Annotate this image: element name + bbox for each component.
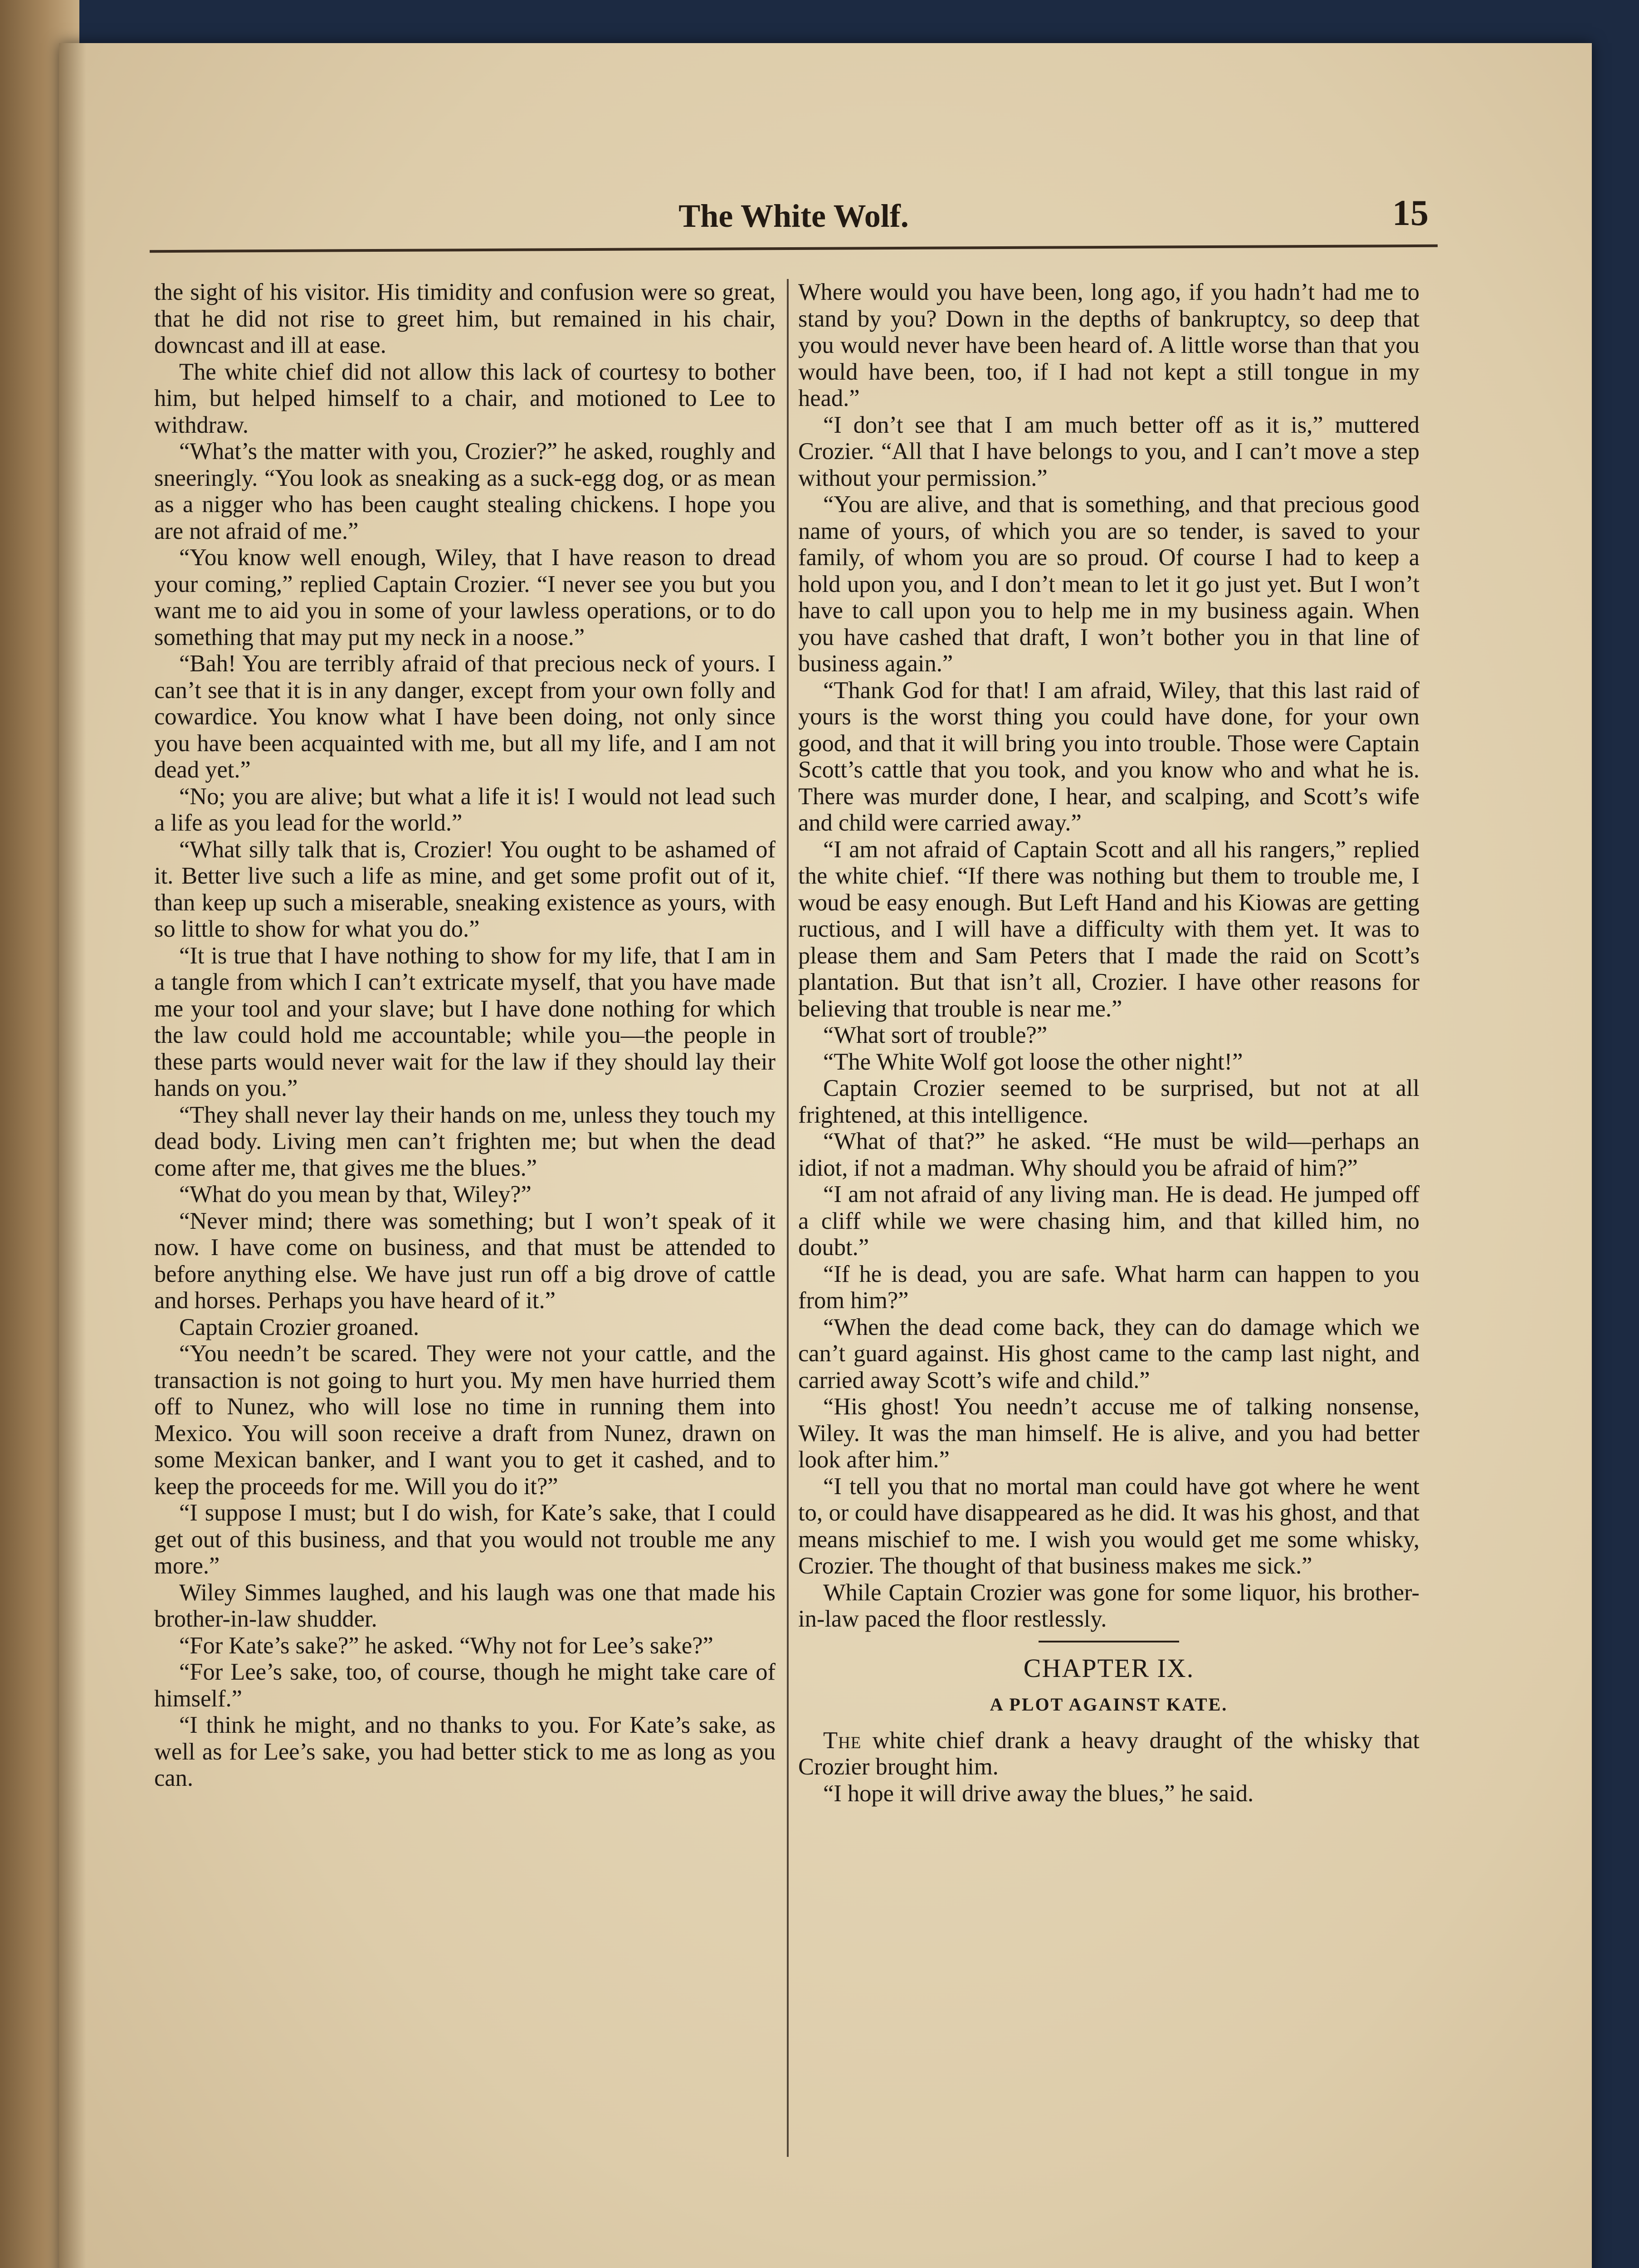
paragraph: While Captain Crozier was gone for some liquor, his brother-in-law paced the floor restlessly.	[798, 1579, 1419, 1632]
page-header	[150, 179, 1438, 256]
chapter-subtitle: A PLOT AGAINST KATE.	[990, 1694, 1228, 1715]
paragraph: “Bah! You are terribly afraid of that precious neck of yours. I can’t see that it is in any danger, except from your own folly and cowardice. You know what I have been doing, not only since you have been acquainted with me, but all my life, and I am not dead yet.”	[154, 650, 776, 783]
page-number: 15	[1392, 193, 1429, 233]
paragraph: “You are alive, and that is something, and that precious good name of yours, of which you are so tender, is saved to your family, of whom you are so proud. Of course I had to keep a hold upon you, and I don’t mean to let it go just yet. But I won’t have to call upon you to help me in my business again. When you have cashed that draft, I won’t bother you in that line of business again.”	[798, 491, 1419, 677]
paragraph: “I am not afraid of Captain Scott and all his rangers,” replied the white chief. “If there was nothing but them to trouble me, I woud be easy enough. But Left Hand and his Kiowas are getting ructious, and I will have a difficulty with them yet. It was to please them and Sam Peters that I made the raid on Scott’s plantation. But that isn’t all, Crozier. I have other reasons for believing that trouble is near me.”	[798, 836, 1419, 1022]
paragraph: “If he is dead, you are safe. What harm can happen to you from him?”	[798, 1261, 1419, 1314]
paragraph: “It is true that I have nothing to show for my life, that I am in a tangle from which I can’t extricate myself, that you have made me your tool and your slave; but I have done nothing for which the law could hold me accountable; while you—the people in these parts would never wait for the law if they should lay their hands on you.”	[154, 942, 776, 1101]
paragraph: “You know well enough, Wiley, that I have reason to dread your coming,” replied Captain Crozier. “I never see you but you want me to aid you in some of your lawless operations, or to do something that may put my neck in a noose.”	[154, 544, 776, 650]
paragraph: “What’s the matter with you, Crozier?” he asked, roughly and sneeringly. “You look as sneaking as a suck-egg dog, or as mean as a nigger who has been caught stealing chickens. I hope you are not afraid of me.”	[154, 438, 776, 544]
chapter-separator	[1039, 1641, 1179, 1642]
paragraph: “I am not afraid of any living man. He is dead. He jumped off a cliff while we were chasing him, and that killed him, no doubt.”	[798, 1181, 1419, 1261]
paragraph: Where would you have been, long ago, if you hadn’t had me to stand by you? Down in the depths of bankruptcy, so deep that you would never have been heard of. A little worse than that you would have been, too, if I had not kept a still tongue in my head.”	[798, 279, 1419, 411]
paragraph: “For Kate’s sake?” he asked. “Why not for Lee’s sake?”	[179, 1632, 713, 1659]
paragraph: Captain Crozier seemed to be surprised, but not at all frightened, at this intelligence.	[798, 1075, 1419, 1128]
paragraph: “I don’t see that I am much better off as it is,” muttered Crozier. “All that I have belongs to you, and I can’t move a step without your permission.”	[798, 411, 1419, 491]
paragraph: “I tell you that no mortal man could have got where he went to, or could have disappeared as he did. It was his ghost, and that means mischief to me. I wish you would get me some whisky, Crozier. The thought of that business makes me sick.”	[798, 1473, 1419, 1579]
paragraph: “For Lee’s sake, too, of course, though he might take care of himself.”	[154, 1659, 776, 1712]
paragraph: Captain Crozier groaned.	[179, 1314, 420, 1340]
running-title: The White Wolf.	[678, 198, 909, 234]
chapter-opening-text: white chief drank a heavy draught of the whisky that Crozier brought him.	[798, 1727, 1419, 1780]
paragraph: “I think he might, and no thanks to you. For Kate’s sake, as well as for Lee’s sake, you had better stick to me as long as you can.	[154, 1712, 776, 1791]
paragraph: “Never mind; there was something; but I won’t speak of it now. I have come on business, and that must be attended to before anything else. We have just run off a big drove of cattle and horses. Perhaps you have heard of it.”	[154, 1207, 776, 1314]
paragraph: “You needn’t be scared. They were not your cattle, and the transaction is not going to hurt you. My men have hurried them off to Nunez, who will lose no time in running them into Mexico. You will soon receive a draft from Nunez, drawn on some Mexican banker, and I want you to get it cashed, and to keep the proceeds for me. Will you do it?”	[154, 1340, 776, 1500]
paragraph: “What sort of trouble?”	[823, 1022, 1048, 1048]
paragraph: “The White Wolf got loose the other night!”	[823, 1048, 1243, 1075]
paragraph: Wiley Simmes laughed, and his laugh was one that made his brother-in-law shudder.	[154, 1579, 776, 1632]
header-rule	[150, 244, 1438, 253]
chapter-opening-paragraph	[798, 1727, 1419, 1780]
paragraph: “No; you are alive; but what a life it is! I would not lead such a life as you lead for the world.”	[154, 783, 776, 836]
left-column	[154, 279, 776, 1792]
page-gutter-shadow	[59, 43, 86, 2268]
paragraph: “I hope it will drive away the blues,” he said.	[823, 1780, 1254, 1807]
paragraph: “I suppose I must; but I do wish, for Kate’s sake, that I could get out of this business, and that you would not trouble me any more.”	[154, 1500, 776, 1579]
chapter-heading: CHAPTER IX.	[1023, 1653, 1195, 1683]
paragraph: “His ghost! You needn’t accuse me of talking nonsense, Wiley. It was the man himself. He is alive, and you had better look after him.”	[798, 1393, 1419, 1473]
paragraph: “What of that?” he asked. “He must be wild—perhaps an idiot, if not a madman. Why should you be afraid of him?”	[798, 1128, 1419, 1181]
paragraph: “What silly talk that is, Crozier! You ought to be ashamed of it. Better live such a life as mine, and get some profit out of it, than keep up such a miserable, sneaking existence as yours, with so little to show for what you do.”	[154, 836, 776, 942]
paragraph: The white chief did not allow this lack of courtesy to bother him, but helped himself to a chair, and motioned to Lee to withdraw.	[154, 358, 776, 438]
paragraph: “Thank God for that! I am afraid, Wiley, that this last raid of yours is the worst thing you could have done, for your own good, and that it will bring you into trouble. Those were Captain Scott’s cattle that you took, and you know who and what he is. There was murder done, I hear, and scalping, and Scott’s wife and child were carried away.”	[798, 677, 1419, 836]
paragraph: the sight of his visitor. His timidity and confusion were so great, that he did not rise to greet him, but remained in his chair, downcast and ill at ease.	[154, 279, 776, 358]
chapter-opening-word: The	[823, 1727, 862, 1754]
right-column	[798, 279, 1419, 1807]
column-divider	[787, 279, 789, 2157]
paragraph: “They shall never lay their hands on me, unless they touch my dead body. Living men can’t frighten me; but when the dead come after me, that gives me the blues.”	[154, 1101, 776, 1181]
paragraph: “What do you mean by that, Wiley?”	[179, 1181, 532, 1207]
paragraph: “When the dead come back, they can do damage which we can’t guard against. His ghost came to the camp last night, and carried away Scott’s wife and child.”	[798, 1314, 1419, 1393]
